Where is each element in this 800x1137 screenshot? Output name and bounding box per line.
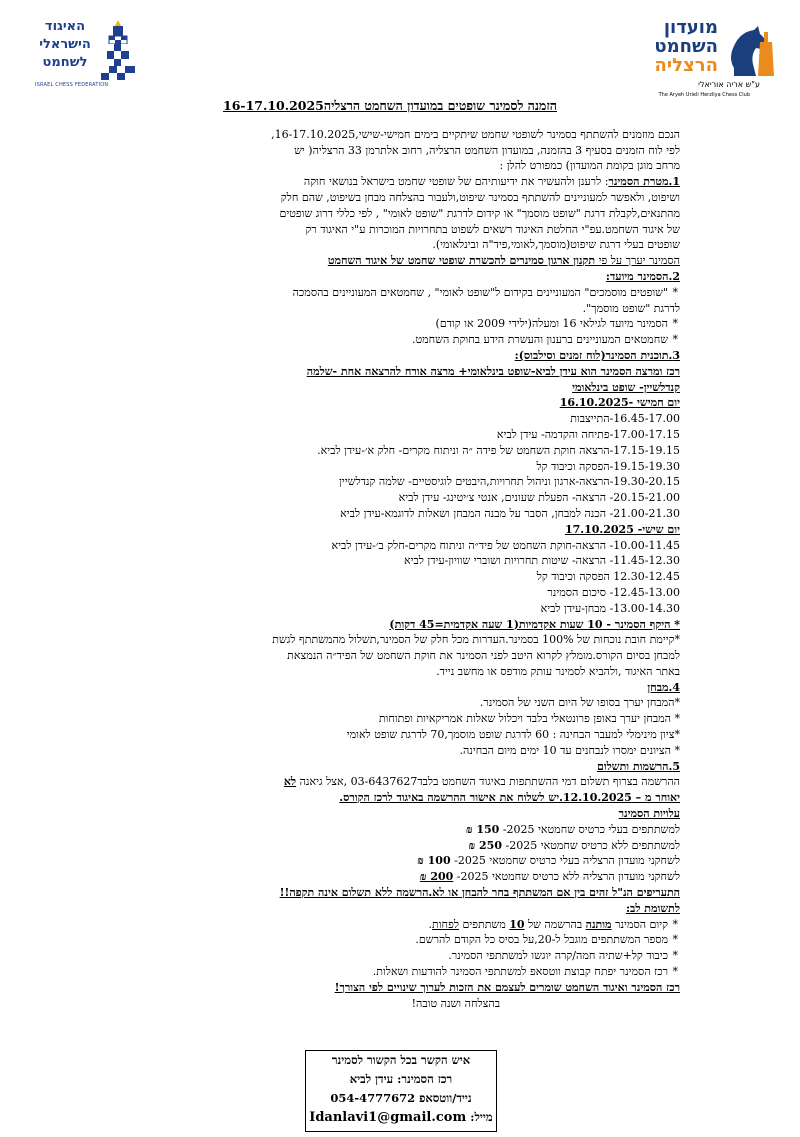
seminar-scope: * היקף הסמינר - 10 שעות אקדמיות(1 שעה אקדמית=45 דקות) [389, 617, 680, 631]
section-1-line: של איגוד השחמט.עפ"י החלטת האיגוד רשאים לשפוט בתחרויות המוכרות ע"י האיגוד רק [305, 222, 680, 236]
schedule-item: 19.15-19.30-הפסקה וכיבוד קל [536, 459, 680, 473]
closing-greeting: בהצלחה ושנה טובה! [411, 996, 500, 1010]
schedule-item: 12.45-13.00- סיכום הסמינר [547, 585, 680, 599]
attendance-line: באתר האיגוד ,ולהביא לסמינר עותק מודפס או מחשב נייד. [436, 664, 680, 678]
section-5-heading: 5.הרשמות ותשלום [596, 759, 680, 773]
day-1-heading: יום חמישי -16.10.2025 [559, 396, 680, 410]
rights-reserved: רכז הסמינר ואיגוד השחמט שומרים לעצמם את הזכות לערוך שינויים לפי הצורך! [334, 980, 680, 994]
contact-email-label: מייל: [470, 1110, 493, 1124]
cost-amount: 250 ₪ [468, 838, 502, 852]
cost-label: לשחקני מועדון הרצליה בעלי כרטיס שחמטאי 2025- [450, 854, 680, 868]
cost-line [100, 822, 680, 838]
regulation-text-b: תקנון ארגון סמינרים להכשרת שופטי [439, 254, 596, 268]
page-title: הזמנה לסמינר שופטים במועדון השחמט הרצליה16-17.10.2025 [223, 98, 557, 113]
registration-line [100, 774, 680, 790]
cost-line [100, 869, 680, 885]
club-logo-subtitle: ע"ש אריה אוריאלי [698, 80, 760, 89]
schedule-item: 17.00-17.15-פתיחה והקדמה- עידן לביא [496, 427, 680, 441]
regulation-text-a: הסמינר יערך על פי [595, 254, 680, 268]
note-item: * רכז הסמינר יפתח קבוצת ווטסאפ למשתתפי הסמינר להודעות ושאלות. [100, 964, 680, 980]
section-1-text: : לרענן ולהעשיר את ידיעותיהם של שופטי שחמט בישראל בנושאי חוקה [303, 175, 609, 189]
intro-line: מרחב מוגן בקומת המועדון) כמפורט להלן : [499, 159, 680, 173]
exam-item: * המבחן יערך באופן פרונטאלי בלבד ויכלול שאלות אמריקאיות ופתוחות [378, 712, 680, 726]
federation-logo-line3: לשחמט [42, 55, 88, 70]
schedule-item: 17.15-19.15-הרצאה חוקת השחמט של פידה ״ה וניתוח מקרים- חלק א׳-עידן לביא. [317, 443, 680, 457]
note-at-least: לפחות [432, 917, 459, 931]
cost-line [100, 853, 680, 869]
costs-heading: עלויות הסמינר [618, 807, 680, 821]
cost-amount: 200 ₪ [419, 870, 454, 884]
herzliya-chess-club-logo [633, 14, 778, 98]
lecturers-line: רכז ומרצה הסמינר הוא עידן לביא-שופט בינלאומי+ מרצה אורח להרצאה אחת -שלמה [306, 364, 680, 378]
schedule-item: 19.30-20.15-הרצאה-ארגון וניהול תחרויות,היבטים לוגיסטיים- שלמה קנדלשיין [339, 475, 680, 489]
cost-label: לשחקני מועדון הרצליה ללא כרטיס שחמטאי 2025- [453, 870, 680, 884]
cost-amount: 150 ₪ [465, 822, 500, 836]
federation-logo-line1: האיגוד [44, 19, 86, 34]
contact-coordinator: רכז הסמינר: עידן לביא [349, 1072, 453, 1086]
exam-item: *המבחן יערך בסופו של היום השני של הסמינר. [479, 696, 680, 710]
fees-note: התעריפים הנ"ל זהים בין אם המשתתף בחר להבחן או לא.הרשמה ללא תשלום אינה תקפה!! [279, 886, 680, 900]
schedule-item: 21.00-21.30- הכנה למבחן, הסבר על מבנה המבחן ושאלות לדוגמא-עידן לביא [340, 506, 680, 520]
registration-text: ההרשמה בצרוף תשלום דמי ההשתתפות באיגוד השחמט בלבד03-6437627 ,אצל גיאנה [296, 775, 680, 789]
section-4-heading: 4.מבחן [647, 680, 680, 694]
cost-amount: 100 ₪ [417, 854, 451, 868]
section-2-item-continued: לדרגת "שופט מוסמך". [582, 301, 680, 315]
note-item [100, 917, 680, 933]
contact-email-line [306, 1108, 496, 1127]
contact-box [305, 1050, 497, 1132]
section-2-item: * הסמינר מיועד לגילאי 16 ומעלה(ילידי 2009 או קודם) [100, 316, 680, 332]
invitation-body [100, 98, 680, 1011]
section-1-heading: 1.מטרת הסמינר [608, 175, 680, 189]
section-1-first-line [100, 174, 680, 190]
club-logo-english: The Aryeh Urieli Herzliya Chess Club [658, 92, 750, 98]
schedule-item: 13.00-14.30- מבחן-עידן לביא [540, 601, 680, 615]
club-logo-line3: הרצליה [654, 55, 718, 76]
club-logo-line2: השחמט [654, 36, 718, 57]
section-3-heading: 3.תוכנית הסמינר(לוח זמנים וסילבוס): [514, 348, 680, 362]
club-logo-text [638, 18, 718, 75]
registration-deadline: יאוחר מ – 12.10.2025.יש לשלוח את אישור ההרשמה באיגוד לרכז הקורס. [339, 791, 680, 805]
attendance-line: למבחן בסיום הקורס.מומלץ לקרוא היטב לפני הסמינר את חוקת השחמט של הפיד״ה הנמצאת [287, 649, 680, 663]
federation-logo-text [35, 18, 95, 72]
attendance-line: *קיימת חובת נוכחות של 100% בסמינר.העדרות מכל חלק של הסמינר,תשלול מהמשתתף לגשת [272, 633, 680, 647]
schedule-item: 20.15-21.00- הרצאה- הפעלת שעונים, אנטי צ׳יטינג- עידן לביא [398, 491, 680, 505]
section-1-regulation-line [100, 253, 680, 269]
chess-knight-icon [720, 22, 778, 80]
schedule-item: 16.45-17.00-התייצבות [570, 412, 680, 426]
chess-king-icon [97, 18, 139, 92]
schedule-item: 12.30-12.45 הפסקה וכיבוד קל [536, 570, 680, 584]
note-period: . [428, 917, 433, 931]
section-1-line: שופטים בעלי דרגת שיפוט(מוסמך,לאומי,פיד"ה ובינלאומי). [432, 238, 680, 252]
schedule-item: 11.45-12.30- הרצאה- שיטות תחרויות ושוברי שוויון-עידן לביא [404, 554, 680, 568]
cost-label: למשתתפים בעלי כרטיס שחמטאי 2025- [499, 822, 680, 836]
note-text: קיום הסמינר [611, 917, 668, 931]
section-2-heading: 2.הסמינר מיועד: [605, 269, 680, 283]
intro-line: לפי לוח הזמנים בסעיף 3 בהזמנה, במועדון השחמט הרצליה, רחוב אלתרמן 33 הרצליה( יש [294, 143, 680, 157]
intro-line: הנכם מוזמנים להשתתף בסמינר לשופטי שחמט שיתקיים בימים חמישי-שישי,16-17.10.2025, [271, 127, 680, 141]
registration-not-later: לא [283, 775, 297, 789]
exam-item: * הציונים ימסרו לנבחנים עד 10 ימים מיום הבחינה. [459, 743, 680, 757]
section-1-line: ושיפוט, ולאפשר למעוניינים להשתתף בסמינר שיפוט,ולעבור בהצלחה מבחן בשיפוט, שהם חלק [280, 190, 680, 204]
club-logo-line1: מועדון [663, 17, 718, 38]
israel-chess-federation-logo [35, 18, 145, 88]
section-1-line: מהתנאים,לקבלת דרגת "שופט מוסמך" או קידום לדרגת "שופט לאומי" , לפי כללי דרוג שופטים [279, 206, 680, 220]
note-text: בהרשמה של [524, 917, 586, 931]
contact-phone: נייד/ווטסאפ 054-4777672 [330, 1091, 472, 1105]
schedule-item: 10.00-11.45- הרצאה-חוקת השחמט של פיד״ה וניתוח מקרים-חלק ב׳-עידן לביא [331, 538, 680, 552]
federation-logo-english: ISRAEL CHESS FEDERATION [35, 82, 109, 88]
lecturers-line: קנדלשיין- שופט בינלאומי [572, 380, 680, 394]
note-minimum-count: 10 [509, 917, 525, 931]
exam-item: *ציון מינימלי למעבר הבחינה : 60 לדרגת שופט מוסמך,70 לדרגת שופט לאומי [346, 728, 680, 742]
cost-label: למשתתפים ללא כרטיס שחמטאי 2025- [502, 838, 680, 852]
cost-line [100, 838, 680, 854]
note-text: משתתפים [458, 917, 510, 931]
section-2-item: * שחמטאים המעוניינים ברענון והעשרת הידע בחוקת השחמט. [100, 332, 680, 348]
regulation-text-c: שחמט של איגוד השחמט [327, 254, 440, 268]
note-item: * כיבוד קל+שתיה חמה/קרה יוגשו למשתתפי הסמינר. [100, 948, 680, 964]
contact-heading: איש הקשר בכל הקשור לסמינר [331, 1053, 471, 1067]
section-2-item: * "שופטים מוסמכים" המעוניינים בקידום ל"שופט לאומי" , שחמטאים המעוניינים בהסמכה [100, 285, 680, 301]
day-2-heading: יום שישי- 17.10.2025 [564, 522, 680, 536]
contact-email[interactable]: Idanlavi1@gmail.com [309, 1110, 467, 1125]
note-item: * מספר המשתתפים מוגבל ל-20,על בסיס כל הקודם להרשם. [100, 932, 680, 948]
federation-logo-line2: הישראלי [39, 37, 91, 52]
note-conditional: מותנה [585, 917, 612, 931]
notes-heading: לתשומת לב: [625, 901, 680, 915]
